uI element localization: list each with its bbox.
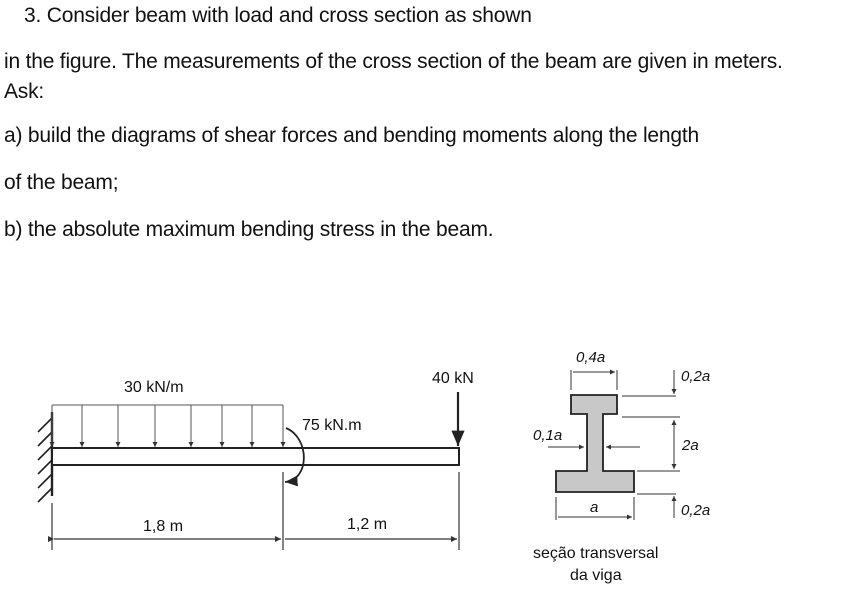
moment-label: 75 kN.m [302, 417, 362, 434]
fixed-support-icon [38, 412, 52, 502]
web-height-label: 2a [682, 437, 699, 454]
distributed-load-label: 30 kN/m [124, 379, 184, 396]
web-thickness-label: 0,1a [533, 427, 563, 444]
span-1-label: 1,8 m [143, 518, 184, 535]
beam [52, 448, 459, 465]
top-flange-width-label: 0,4a [576, 349, 606, 366]
bottom-flange-width-label: a [590, 499, 599, 516]
problem-line-1: 3. Consider beam with load and cross section as shown [24, 4, 532, 27]
distributed-load [52, 405, 283, 447]
top-flange-height-label: 0,2a [681, 368, 711, 385]
cross-section-caption-2: da viga [570, 567, 622, 584]
problem-line-6: b) the absolute maximum bending stress in the beam. [4, 218, 494, 241]
problem-line-4: a) build the diagrams of shear forces and bending moments along the length [4, 124, 699, 147]
bottom-flange-height-label: 0,2a [681, 502, 711, 519]
problem-line-3: Ask: [4, 80, 45, 103]
i-beam-cross-section [556, 395, 634, 492]
span-2-label: 1,2 m [347, 516, 388, 533]
problem-line-5: of the beam; [4, 171, 119, 194]
problem-line-2: in the figure. The measurements of the cross section of the beam are given in meters. [4, 50, 783, 73]
point-load-label: 40 kN [432, 370, 474, 387]
cross-section-caption-1: seção transversal [533, 545, 659, 562]
